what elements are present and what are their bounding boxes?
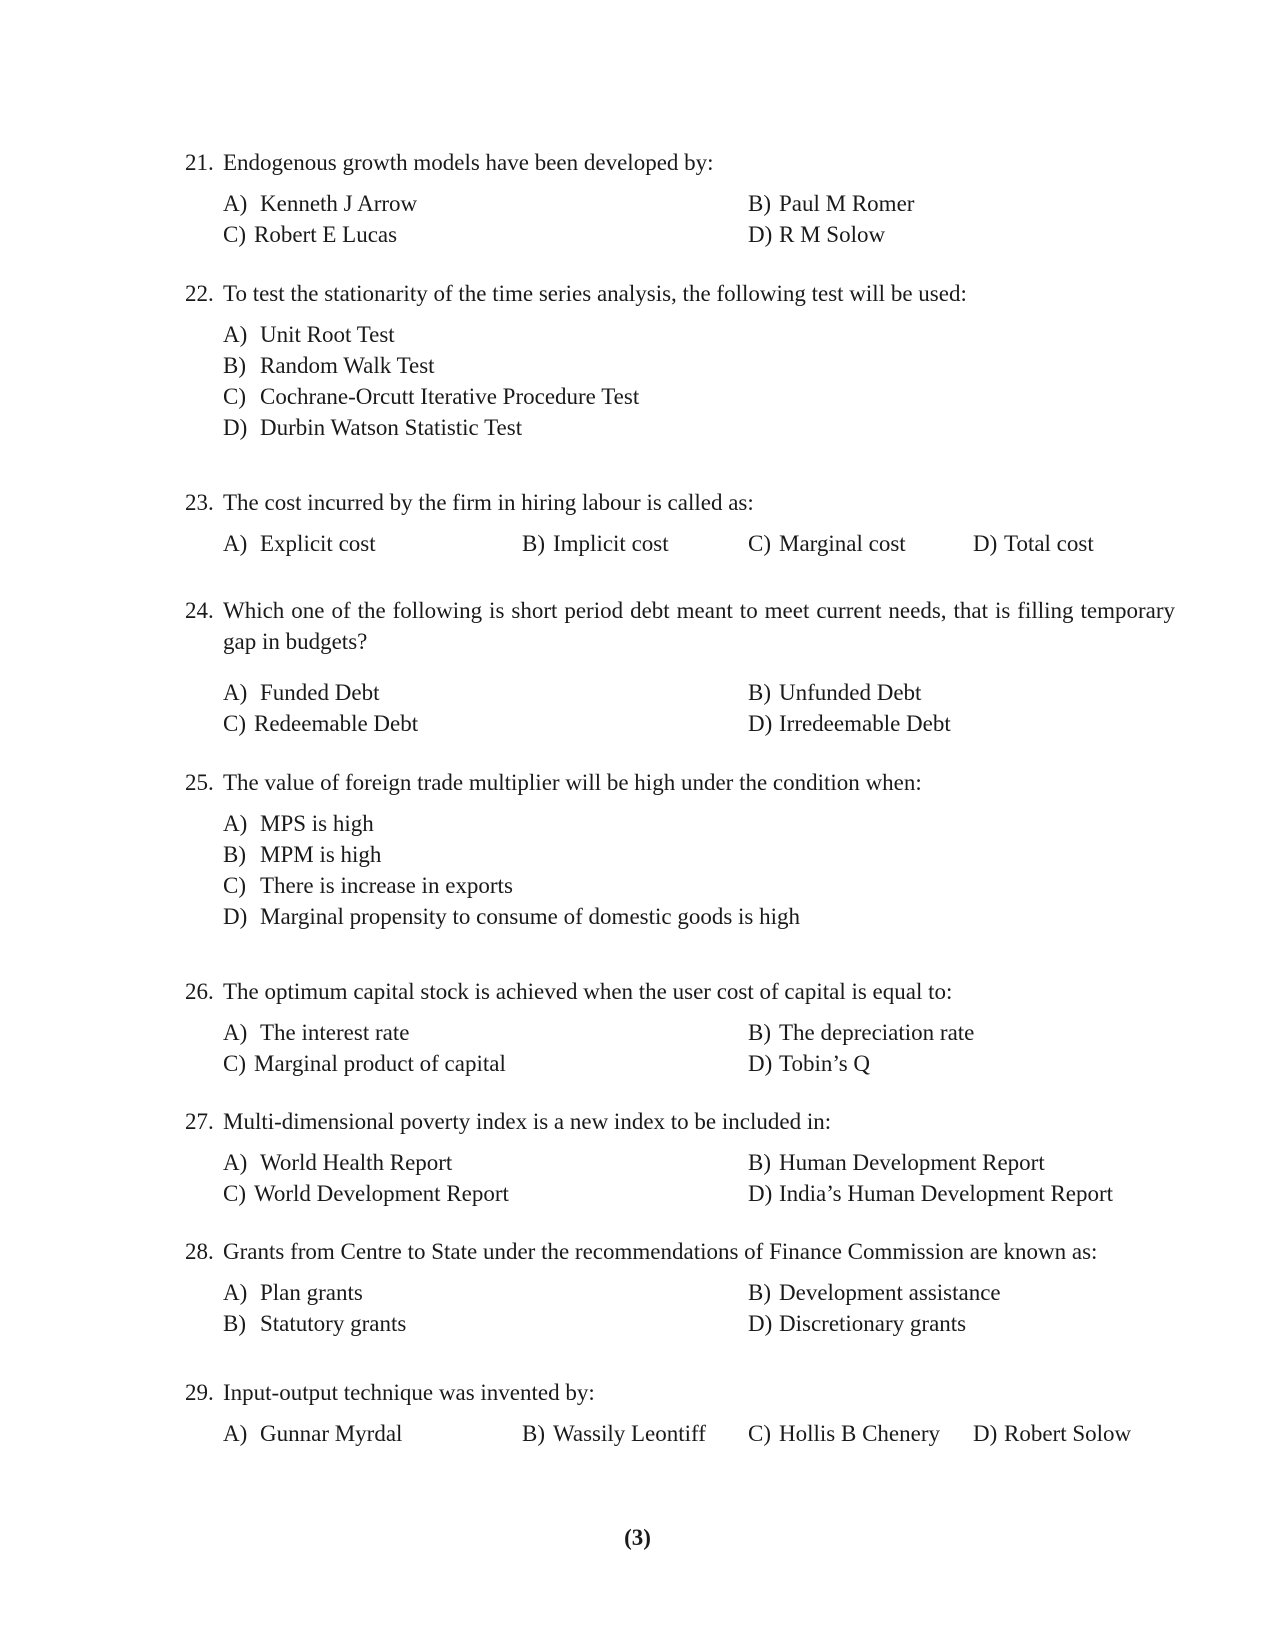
options (223, 1147, 1175, 1209)
question-number: 22. (185, 281, 214, 306)
question-number: 21. (185, 150, 214, 175)
option-a: A) Kenneth J Arrow (223, 191, 418, 216)
option-a: A) Unit Root Test (223, 322, 395, 347)
question-number: 23. (185, 490, 214, 515)
option-b: B) Random Walk Test (223, 353, 435, 378)
question-number: 28. (185, 1239, 214, 1264)
options (223, 1418, 1175, 1449)
question-text: Which one of the following is short period debt meant to meet current needs, that is filling temporary gap in budgets? (223, 598, 1175, 654)
option-c: C) Cochrane-Orcutt Iterative Procedure Test (223, 384, 640, 409)
option-c: C) Robert E Lucas (223, 222, 398, 247)
options (223, 1277, 1175, 1339)
option-c: B) Statutory grants (223, 1311, 407, 1336)
question-stem (185, 1106, 1175, 1137)
option-c: C) Hollis B Chenery (748, 1421, 940, 1446)
option-c: C) Marginal cost (748, 531, 906, 556)
question-stem (185, 767, 1175, 798)
question-text: The value of foreign trade multiplier will be high under the condition when: (223, 770, 922, 795)
question-stem (185, 1377, 1175, 1408)
option-a: A) Plan grants (223, 1280, 363, 1305)
options (223, 528, 1175, 559)
option-d: D) India’s Human Development Report (748, 1181, 1114, 1206)
option-c: C) World Development Report (223, 1181, 509, 1206)
question-number: 24. (185, 598, 214, 623)
option-d: D) Robert Solow (973, 1421, 1132, 1446)
question-text: Endogenous growth models have been developed by: (223, 150, 714, 175)
question-number: 26. (185, 979, 214, 1004)
option-a: A) World Health Report (223, 1150, 453, 1175)
option-a: A) MPS is high (223, 811, 374, 836)
options (223, 677, 1175, 739)
question-stem (185, 1236, 1175, 1267)
question-stem (185, 278, 1175, 309)
option-b: B) Paul M Romer (748, 191, 915, 216)
option-b: B) Wassily Leontiff (522, 1421, 706, 1446)
question-text: The cost incurred by the firm in hiring labour is called as: (223, 490, 754, 515)
question-text: The optimum capital stock is achieved when the user cost of capital is equal to: (223, 979, 953, 1004)
options (223, 808, 1175, 932)
question-text: To test the stationarity of the time series analysis, the following test will be used: (223, 281, 967, 306)
question-27 (185, 1106, 1175, 1209)
page-number: (3) (624, 1525, 651, 1550)
option-d: D) R M Solow (748, 222, 886, 247)
question-stem (185, 976, 1175, 1007)
question-24 (185, 595, 1175, 739)
question-29 (185, 1377, 1175, 1449)
option-d: D) Discretionary grants (748, 1311, 967, 1336)
option-b: B) Unfunded Debt (748, 680, 922, 705)
option-a: A) Explicit cost (223, 531, 376, 556)
option-b: B) Human Development Report (748, 1150, 1045, 1175)
option-a: A) Gunnar Myrdal (223, 1421, 403, 1446)
options (223, 188, 1175, 250)
question-21 (185, 147, 1175, 250)
option-d: D) Irredeemable Debt (748, 711, 951, 736)
option-d: D) Marginal propensity to consume of domestic goods is high (223, 904, 801, 929)
question-28 (185, 1236, 1175, 1339)
question-26 (185, 976, 1175, 1079)
option-b: B) The depreciation rate (748, 1020, 975, 1045)
option-d: D) Durbin Watson Statistic Test (223, 415, 523, 440)
question-number: 25. (185, 770, 214, 795)
question-text: Multi-dimensional poverty index is a new index to be included in: (223, 1109, 832, 1134)
question-stem (185, 147, 1175, 178)
option-b: B) MPM is high (223, 842, 382, 867)
option-a: A) The interest rate (223, 1020, 410, 1045)
options (223, 319, 1175, 443)
question-25 (185, 767, 1175, 932)
question-stem (185, 595, 1175, 657)
options (223, 1017, 1175, 1079)
option-c: C) Redeemable Debt (223, 711, 419, 736)
option-b: B) Implicit cost (522, 531, 669, 556)
question-22 (185, 278, 1175, 443)
option-b: B) Development assistance (748, 1280, 1001, 1305)
question-text: Input-output technique was invented by: (223, 1380, 595, 1405)
option-a: A) Funded Debt (223, 680, 380, 705)
option-c: C) Marginal product of capital (223, 1051, 506, 1076)
option-d: D) Total cost (973, 531, 1094, 556)
question-number: 29. (185, 1380, 214, 1405)
question-text: Grants from Centre to State under the recommendations of Finance Commission are known as: (223, 1239, 1098, 1264)
option-d: D) Tobin’s Q (748, 1051, 871, 1076)
question-23 (185, 487, 1175, 559)
option-c: C) There is increase in exports (223, 873, 513, 898)
question-number: 27. (185, 1109, 214, 1134)
question-stem (185, 487, 1175, 518)
